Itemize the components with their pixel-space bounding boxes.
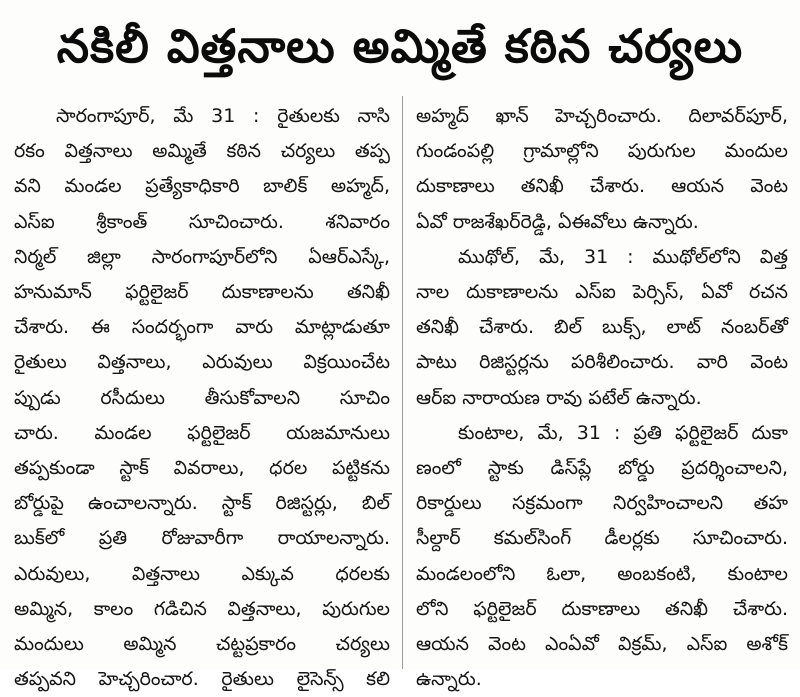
text-line: నిర్మల్ జిల్లా సారంగాపూర్‌లోని ఏఆర్ఎస్కే, xyxy=(14,245,390,268)
text-line: హనుమాన్ ఫర్టిలైజర్ దుకాణాలను తనిఖీ xyxy=(14,281,390,304)
text-line: బుక్‌లో ప్రతి రోజువారీగా రాయాలన్నారు. xyxy=(14,527,390,550)
text-line: అమ్మిన, కాలం గడిచిన విత్తనాలు, పురుగుల xyxy=(14,597,390,620)
text-line: వని మండల ప్రత్యేకాధికారి బాలిక్ అహ్మద్, xyxy=(14,175,390,198)
text-line: నాల దుకాణాలను ఎస్ఐ పెర్సిస్, ఏవో రచన xyxy=(416,281,788,304)
text-line: గుండంపల్లి గ్రామాల్లోని పురుగుల మందుల xyxy=(416,140,788,163)
text-line: సారంగాపూర్, మే 31 : రైతులకు నాసి xyxy=(56,105,390,127)
text-line: మందులు అమ్మిన చట్టప్రకారం చర్యలు xyxy=(14,633,390,656)
left-column xyxy=(14,99,390,697)
text-line: దుకాణాలు తనిఖీ చేశారు. ఆయన వెంట xyxy=(416,175,788,198)
text-line: ఎరువులు, విత్తనాలు ఎక్కువ ధరలకు xyxy=(14,562,390,585)
text-line: తనిఖీ చేశారు. బిల్ బుక్స్, లాట్ నంబర్‌తో xyxy=(416,316,788,339)
text-line: చేశారు. ఈ సందర్భంగా వారు మాట్లాడుతూ xyxy=(14,316,390,339)
text-line: పాటు రిజిస్టర్లను పరిశీలించారు. వారి వెంట xyxy=(416,351,788,374)
headline: నకిలీ విత్తనాలు అమ్మితే కఠిన చర్యలు xyxy=(56,19,744,73)
text-line: సీల్దార్ కమల్‌సింగ్ డీలర్లకు సూచించారు. xyxy=(416,527,788,550)
text-line: ప్పుడు రసీదులు తీసుకోవాలని సూచిం xyxy=(14,386,390,409)
text-line: ఆయన వెంట ఎంఏవో విక్రమ్, ఎస్ఐ అశోక్ xyxy=(416,633,788,656)
text-line: రికార్డులు సక్రమంగా నిర్వహించాలని తహ xyxy=(416,492,788,515)
text-line: రైతులు విత్తనాలు, ఎరువులు విక్రయించేట xyxy=(14,351,390,374)
text-line: కుంటాల, మే, 31 : ప్రతి ఫర్టిలైజర్ దుకా xyxy=(458,421,788,444)
text-line: అహ్మద్ ఖాన్ హెచ్చరించారు. దిలావర్‌పూర్, xyxy=(416,105,788,127)
text-line: లోని ఫర్టిలైజర్ దుకాణాలు తనిఖీ చేశారు. xyxy=(416,597,788,620)
text-line: ఎస్ఐ శ్రీకాంత్ సూచించారు. శనివారం xyxy=(14,210,390,233)
text-line: రకం విత్తనాలు అమ్మితే కఠిన చర్యలు తప్ప xyxy=(14,140,390,163)
text-line: ఏవో రాజశేఖర్‌రెడ్డి, ఏఈవోలు ఉన్నారు. xyxy=(416,210,699,233)
text-line: ఉన్నారు. xyxy=(416,668,482,691)
text-line: బోర్డుపై ఉంచాలన్నారు. స్టాక్ రిజిస్టర్లు, బిల్ xyxy=(14,492,390,515)
text-line: మండలంలోని ఓలా, అంబకంటి, కుంటాల xyxy=(416,562,788,585)
right-column xyxy=(416,99,788,697)
text-line: ణంలో స్టాకు డిస్‌ప్లే బోర్డు ప్రదర్శించాలని, xyxy=(416,457,788,480)
column-divider xyxy=(402,96,403,669)
text-line: తప్పవని హెచ్చరించార. రైతులు లైసెన్స్ కలి xyxy=(14,668,390,691)
text-line: చారు. మండల ఫర్టిలైజర్ యజమానులు xyxy=(14,421,390,444)
text-line: ముథోల్, మే, 31 : ముథోల్‌లోని విత్త xyxy=(458,245,788,268)
text-line: తప్పకుండా స్టాక్ వివరాలు, ధరల పట్టికను xyxy=(14,457,390,480)
text-line: ఆర్ఐ నారాయణ రావు పటేల్ ఉన్నారు. xyxy=(416,386,702,409)
